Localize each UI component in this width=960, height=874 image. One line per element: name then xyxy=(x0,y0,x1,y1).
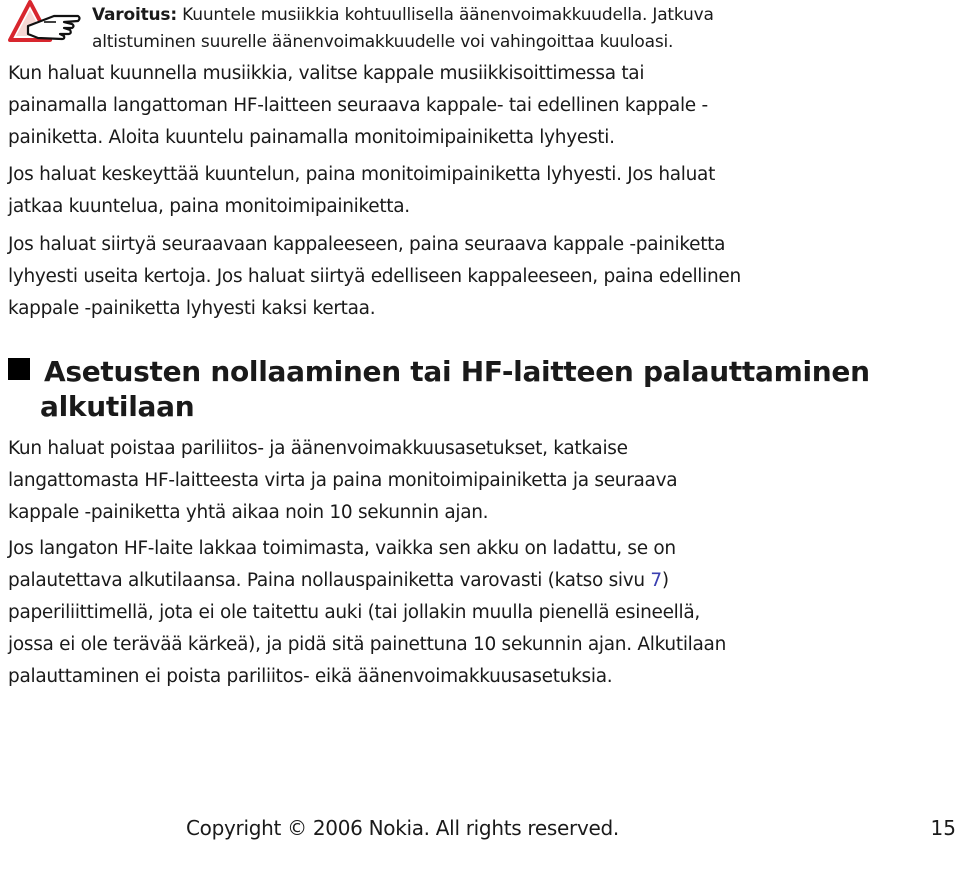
copyright-notice: Copyright © 2006 Nokia. All rights reserved. xyxy=(186,816,619,840)
text-line: painamalla langattoman HF-laitteen seuraava kappale- tai edellinen kappale - xyxy=(8,95,708,116)
warning-label: Varoitus: xyxy=(92,5,177,25)
text-line: kappale -painiketta yhtä aikaa noin 10 sekunnin ajan. xyxy=(8,502,489,523)
text-line: langattomasta HF-laitteesta virta ja paina monitoimipainiketta ja seuraava xyxy=(8,470,678,491)
text-line: palauttaminen ei poista pariliitos- eikä äänenvoimakkuusasetuksia. xyxy=(8,666,613,687)
paragraph-select-track xyxy=(8,58,908,154)
square-bullet-icon xyxy=(8,358,30,380)
text-line: paperiliittimellä, jota ei ole taitettu auki (tai jollakin muulla pienellä esineellä, xyxy=(8,602,700,623)
page-number: 15 xyxy=(930,816,956,840)
paragraph-reset-settings xyxy=(8,433,908,529)
text-line: kappale -painiketta lyhyesti kaksi kertaa. xyxy=(8,298,376,319)
text-line: Kun haluat poistaa pariliitos- ja äänenvoimakkuusasetukset, katkaise xyxy=(8,438,628,459)
warning-line-2: altistuminen suurelle äänenvoimakkuudelle voi vahingoittaa kuuloasi. xyxy=(92,32,674,52)
warning-hand-icon xyxy=(8,0,82,44)
warning-line-1: Kuuntele musiikkia kohtuullisella äänenvoimakkuudella. Jatkuva xyxy=(182,5,714,25)
text-line: jossa ei ole terävää kärkeä), ja pidä sitä painettuna 10 sekunnin ajan. Alkutilaan xyxy=(8,634,726,655)
text-line: palautettava alkutilaansa. Paina nollauspainiketta varovasti (katso sivu xyxy=(8,570,651,591)
text-line: Jos haluat keskeyttää kuuntelun, paina monitoimipainiketta lyhyesti. Jos haluat xyxy=(8,164,716,185)
text-line: painiketta. Aloita kuuntelu painamalla monitoimipainiketta lyhyesti. xyxy=(8,127,615,148)
warning-note xyxy=(8,0,948,60)
text-line: Kun haluat kuunnella musiikkia, valitse kappale musiikkisoittimessa tai xyxy=(8,63,645,84)
section-heading xyxy=(8,354,908,424)
paragraph-skip-track xyxy=(8,229,908,325)
heading-line-2: alkutilaan xyxy=(40,390,195,423)
text-line: Jos haluat siirtyä seuraavaan kappaleeseen, paina seuraava kappale -painiketta xyxy=(8,234,726,255)
text-fragment: ) xyxy=(661,570,669,591)
paragraph-pause xyxy=(8,159,908,223)
warning-text xyxy=(92,2,812,56)
text-line: Jos langaton HF-laite lakkaa toimimasta, vaikka sen akku on ladattu, se on xyxy=(8,538,676,559)
page-reference-link[interactable]: 7 xyxy=(650,570,662,591)
heading-line-1: Asetusten nollaaminen tai HF-laitteen palauttaminen xyxy=(44,355,870,388)
text-line: jatkaa kuuntelua, paina monitoimipainiketta. xyxy=(8,196,410,217)
page-footer xyxy=(0,812,960,852)
paragraph-restore-defaults xyxy=(8,533,908,693)
text-line: lyhyesti useita kertoja. Jos haluat siirtyä edelliseen kappaleeseen, paina edellinen xyxy=(8,266,741,287)
